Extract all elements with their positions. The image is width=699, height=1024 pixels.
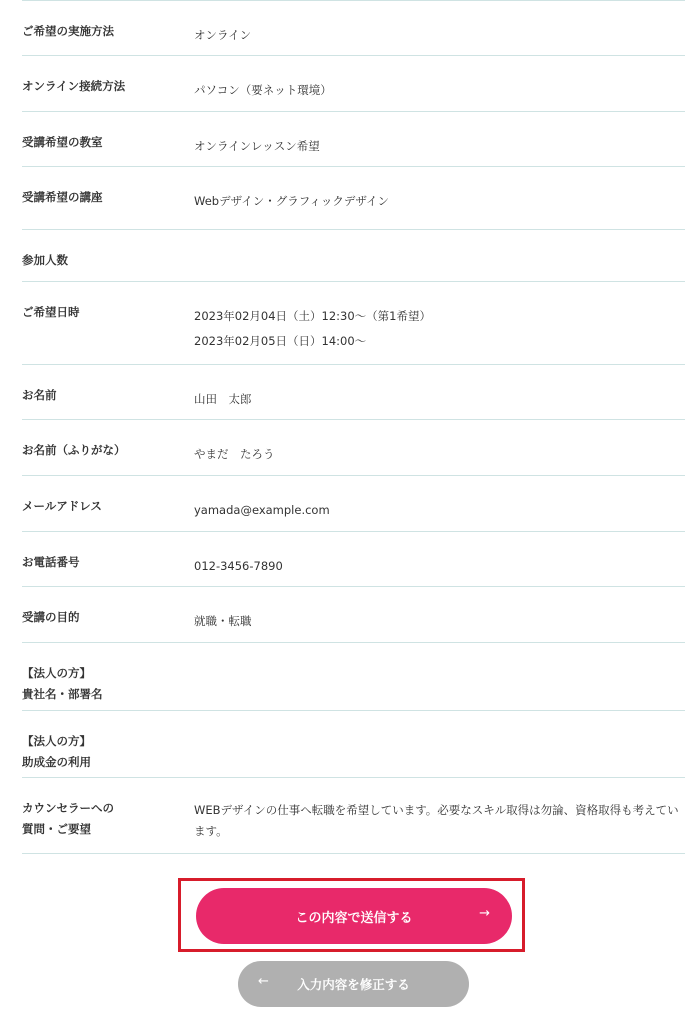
table-row bbox=[22, 711, 685, 778]
table-row bbox=[22, 365, 685, 420]
row-label: オンライン接続方法 bbox=[22, 79, 126, 93]
row-label: お名前（ふりがな） bbox=[22, 443, 126, 457]
row-value bbox=[194, 778, 685, 853]
row-value bbox=[194, 476, 685, 531]
confirmation-table bbox=[22, 0, 685, 854]
value-line: やまだ たろう bbox=[194, 447, 275, 461]
table-row bbox=[22, 476, 685, 532]
row-value bbox=[194, 230, 685, 281]
row-value bbox=[194, 56, 685, 111]
table-row bbox=[22, 778, 685, 854]
submit-button-label: この内容で送信する bbox=[295, 910, 413, 926]
table-row bbox=[22, 1, 685, 56]
row-value bbox=[194, 112, 685, 166]
value-line: yamada@example.com bbox=[194, 503, 330, 517]
row-label: メールアドレス bbox=[22, 499, 102, 513]
row-value bbox=[194, 532, 685, 586]
table-row bbox=[22, 112, 685, 167]
row-value bbox=[194, 643, 685, 710]
row-value bbox=[194, 420, 685, 475]
row-label: ご希望の実施方法 bbox=[22, 24, 114, 38]
value-line: 就職・転職 bbox=[194, 614, 252, 628]
table-row bbox=[22, 532, 685, 587]
row-value bbox=[194, 282, 685, 364]
row-value bbox=[194, 167, 685, 229]
table-row bbox=[22, 587, 685, 643]
edit-input-button[interactable] bbox=[238, 961, 469, 1007]
row-label: カウンセラーへの 質問・ご要望 bbox=[22, 801, 114, 836]
row-label: 受講の目的 bbox=[22, 610, 80, 624]
value-line: オンライン bbox=[194, 28, 252, 42]
value-line: オンラインレッスン希望 bbox=[194, 139, 320, 153]
table-row bbox=[22, 167, 685, 230]
table-row bbox=[22, 420, 685, 476]
row-label: 受講希望の教室 bbox=[22, 135, 103, 149]
row-value bbox=[194, 365, 685, 419]
value-line: 012-3456-7890 bbox=[194, 559, 283, 573]
row-value bbox=[194, 711, 685, 777]
row-label: ご希望日時 bbox=[22, 305, 80, 319]
row-value bbox=[194, 587, 685, 642]
row-label: 【法人の方】 助成金の利用 bbox=[22, 734, 91, 769]
row-value bbox=[194, 1, 685, 55]
value-line: 2023年02月05日（日）14:00～ bbox=[194, 334, 367, 348]
table-row bbox=[22, 230, 685, 282]
row-label: お名前 bbox=[22, 388, 57, 402]
arrow-left-icon: ← bbox=[258, 974, 269, 989]
value-line: Webデザイン・グラフィックデザイン bbox=[194, 194, 390, 208]
table-row bbox=[22, 282, 685, 365]
value-line: パソコン（要ネット環境） bbox=[194, 83, 332, 97]
row-label: 参加人数 bbox=[22, 253, 68, 267]
arrow-right-icon: → bbox=[479, 906, 490, 921]
table-row bbox=[22, 56, 685, 112]
value-line: 2023年02月04日（土）12:30～（第1希望） bbox=[194, 309, 431, 323]
value-line: 山田 太郎 bbox=[194, 392, 252, 406]
row-label: 【法人の方】 貴社名・部署名 bbox=[22, 666, 103, 701]
table-row bbox=[22, 643, 685, 711]
value-line: WEBデザインの仕事へ転職を希望しています。必要なスキル取得は勿論、資格取得も考えています。 bbox=[194, 803, 679, 838]
submit-button[interactable] bbox=[196, 888, 512, 944]
row-label: 受講希望の講座 bbox=[22, 190, 103, 204]
edit-input-button-label: 入力内容を修正する bbox=[297, 977, 410, 992]
row-label: お電話番号 bbox=[22, 555, 80, 569]
